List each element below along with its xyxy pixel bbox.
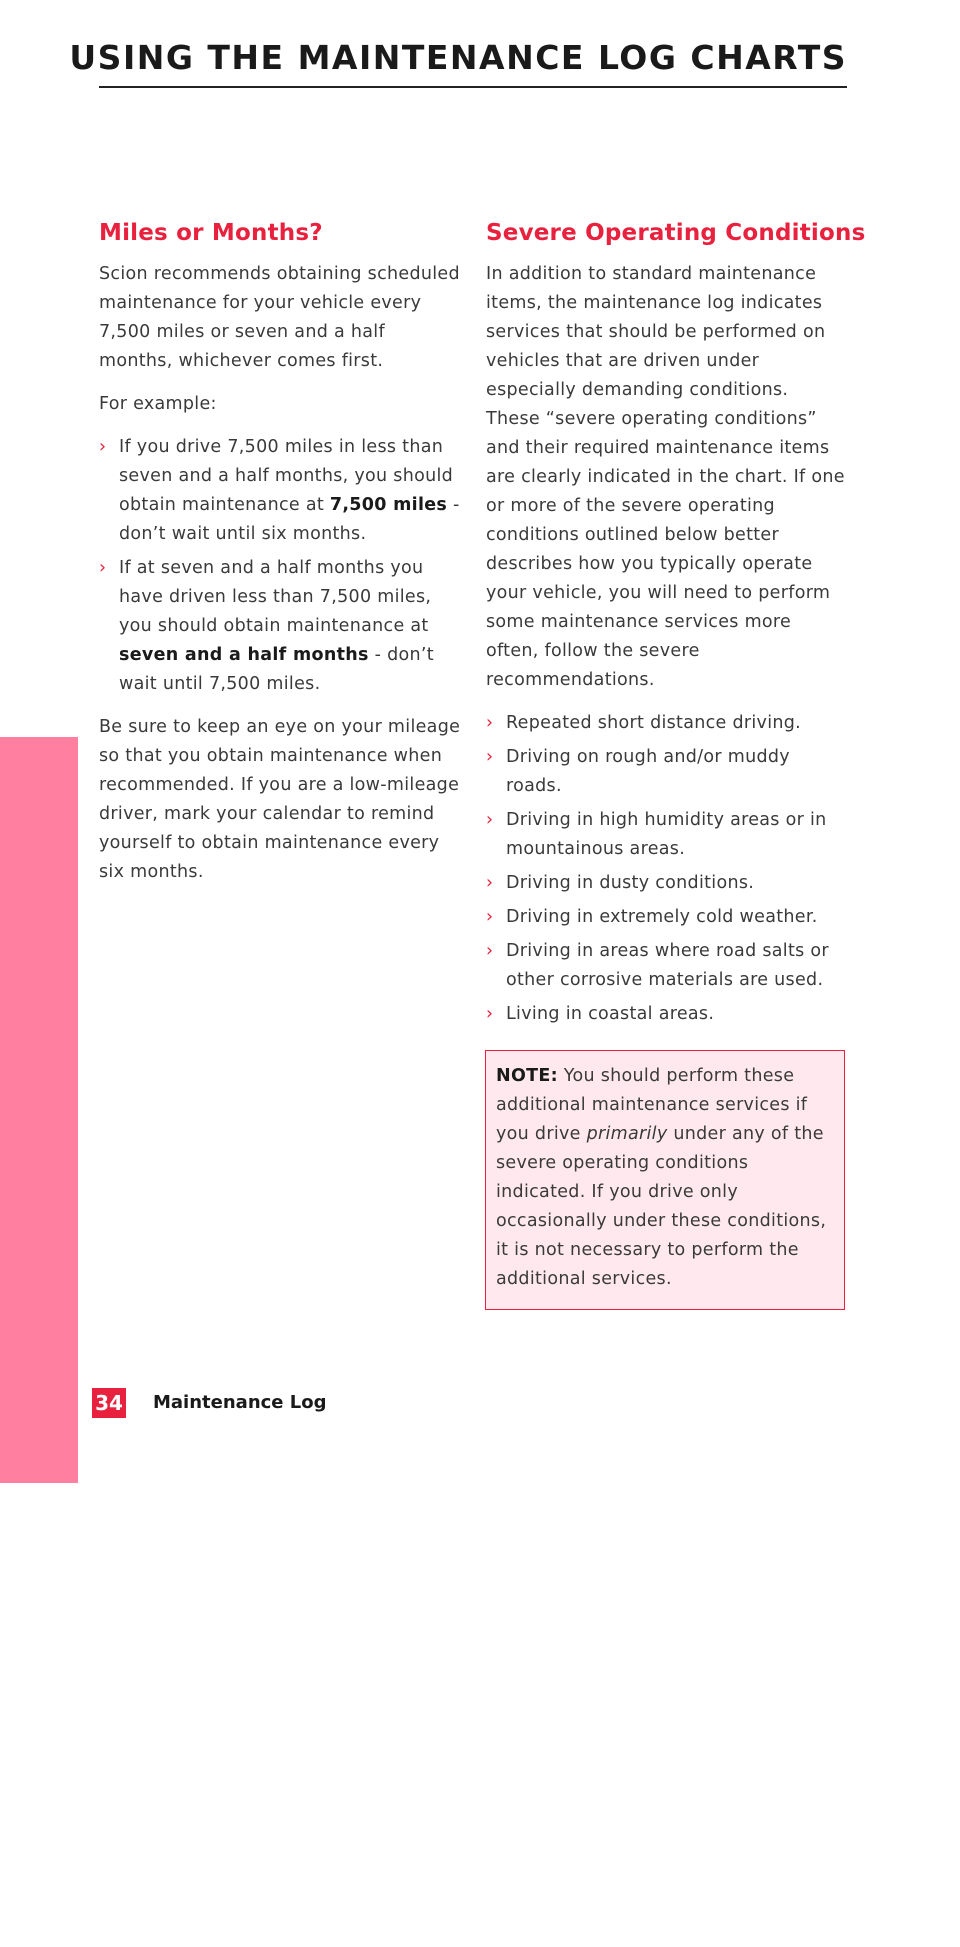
- severe-intro-paragraph: In addition to standard maintenance items, the maintenance log indicates services that should be performed on vehicles that are driven under especially demanding conditions. These “severe operating conditions” and their required maintenance items are clearly indicated in the chart. If one or more of the severe operating conditions outlined below better describes how you typically operate your vehicle, you will need to perform some maintenance services more often, follow the severe recommendations.: [486, 264, 845, 690]
- list-item: › Driving in extremely cold weather.: [486, 903, 848, 932]
- list-item: › Driving in high humidity areas or in mountainous areas.: [486, 806, 848, 864]
- left-column: [99, 216, 464, 901]
- note-box: [485, 1050, 845, 1310]
- for-example-label: For example:: [99, 394, 217, 414]
- section-side-label: MAINTENANCE: [25, 1743, 53, 1947]
- list-item: › If you drive 7,500 miles in less than seven and a half months, you should obtain maintenance at 7,500 miles - don’t wait until six months.: [99, 433, 464, 549]
- note-text: NOTE: You should perform these additional maintenance services if you drive primarily under any of the severe operating conditions indicated. If you drive only occasionally under these conditions, it is not necessary to perform the additional services.: [496, 1066, 827, 1289]
- list-item: › If at seven and a half months you have driven less than 7,500 miles, you should obtain maintenance at seven and a half months - don’t wait until 7,500 miles.: [99, 554, 464, 699]
- chevron-right-icon: ›: [486, 873, 494, 893]
- list-item: › Repeated short distance driving.: [486, 709, 848, 738]
- list-item: › Driving in dusty conditions.: [486, 869, 848, 898]
- severe-conditions-list: [486, 709, 848, 1029]
- section-side-tab: [0, 737, 78, 1947]
- closing-paragraph: Be sure to keep an eye on your mileage so that you obtain maintenance when recommended. If you are a low-mileage driver, mark your calendar to remind yourself to obtain maintenance every six months.: [99, 717, 461, 882]
- list-item: › Driving on rough and/or muddy roads.: [486, 743, 848, 801]
- footer-label: Maintenance Log: [153, 1392, 327, 1413]
- section-heading-severe-conditions: Severe Operating Conditions: [486, 220, 866, 246]
- right-column: [486, 216, 866, 1043]
- chevron-right-icon: ›: [486, 941, 494, 961]
- section-heading-miles-or-months: Miles or Months?: [99, 220, 323, 246]
- list-item: › Driving in areas where road salts or other corrosive materials are used.: [486, 937, 848, 995]
- header-rule: [99, 86, 847, 88]
- chevron-right-icon: ›: [486, 810, 494, 830]
- note-label: NOTE:: [496, 1066, 558, 1086]
- chevron-right-icon: ›: [99, 558, 107, 578]
- chevron-right-icon: ›: [486, 907, 494, 927]
- list-item: › Living in coastal areas.: [486, 1000, 848, 1029]
- chevron-right-icon: ›: [486, 1004, 494, 1024]
- chevron-right-icon: ›: [486, 713, 494, 733]
- example-list: [99, 433, 464, 699]
- chevron-right-icon: ›: [486, 747, 494, 767]
- intro-paragraph: Scion recommends obtaining scheduled maintenance for your vehicle every 7,500 miles or seven and a half months, whichever comes first.: [99, 264, 460, 371]
- page-number-badge: 34: [92, 1388, 126, 1418]
- page-title: USING THE MAINTENANCE LOG CHARTS: [69, 38, 847, 77]
- chevron-right-icon: ›: [99, 437, 107, 457]
